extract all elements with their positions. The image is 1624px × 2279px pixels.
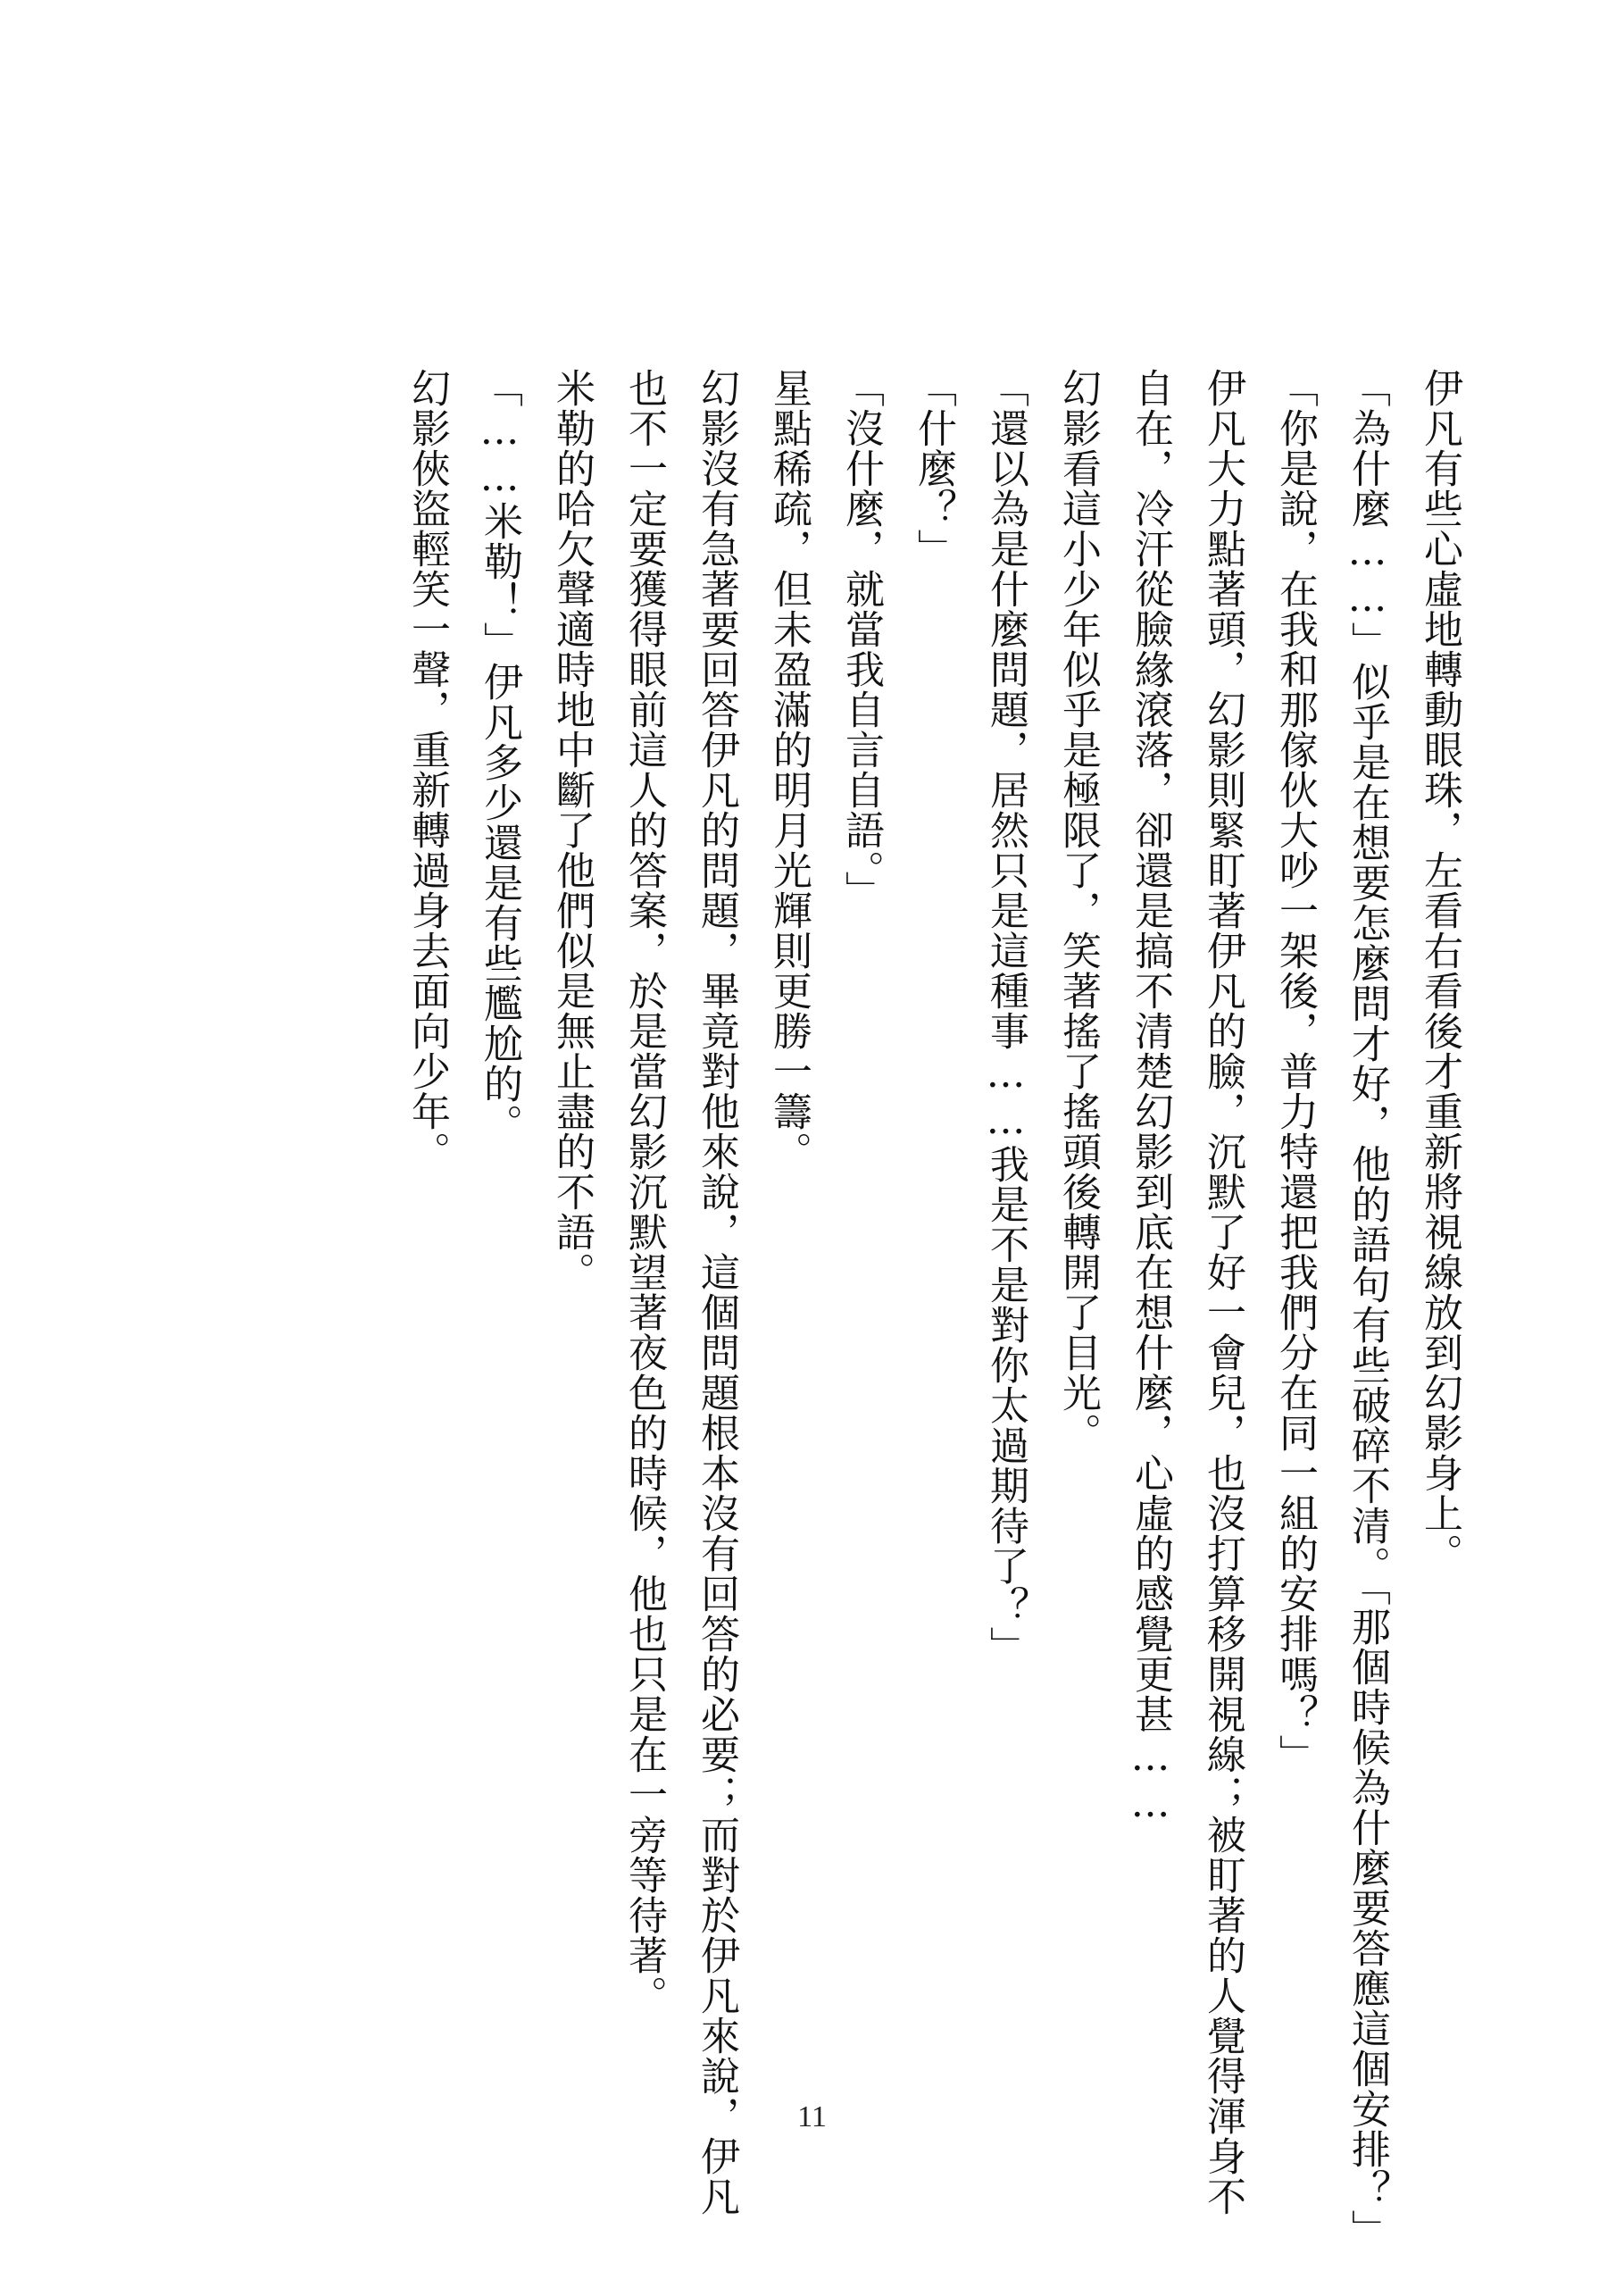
text-line-2: 「為什麼……」似乎是在想要怎麼問才好，他的語句有些破碎不清。「那個時候為什麼要答應這個安排？」	[1345, 368, 1390, 2250]
text-line-9: 「沒什麼，就當我自言自語。」	[838, 368, 884, 911]
text-line-11: 幻影沒有急著要回答伊凡的問題，畢竟對他來說，這個問題根本沒有回答的必要；而對於伊凡來說，伊凡	[694, 368, 739, 2216]
page-number: 11	[797, 2100, 827, 2133]
text-line-12: 也不一定要獲得眼前這人的答案，於是當幻影沉默望著夜色的時候，他也只是在一旁等待著。	[621, 368, 667, 2016]
text-line-6: 幻影看這小少年似乎是極限了，笑著搖了搖頭後轉開了目光。	[1055, 368, 1101, 1453]
text-line-3: 「你是說，在我和那傢伙大吵一架後，普力特還把我們分在同一組的安排嗎？」	[1272, 368, 1318, 1774]
text-line-15: 幻影俠盜輕笑一聲，重新轉過身去面向少年。	[404, 368, 450, 1172]
text-line-13: 米勒的哈欠聲適時地中斷了他們似是無止盡的不語。	[549, 368, 595, 1292]
vertical-text-body	[391, 368, 1476, 2250]
text-line-7: 「還以為是什麼問題，居然只是這種事……我是不是對你太過期待了？」	[983, 368, 1029, 1666]
text-line-10: 星點稀疏，但未盈滿的明月光輝則更勝一籌。	[766, 368, 812, 1172]
text-line-8: 「什麼？」	[911, 368, 956, 569]
text-line-1: 伊凡有些心虛地轉動眼珠，左看右看後才重新將視線放到幻影身上。	[1417, 368, 1462, 1574]
text-line-4: 伊凡大力點著頭，幻影則緊盯著伊凡的臉，沉默了好一會兒，也沒打算移開視線；被盯著的人覺得渾身不	[1200, 368, 1245, 2216]
text-line-5: 自在，冷汗從臉緣滾落，卻還是搞不清楚幻影到底在想什麼，心虛的感覺更甚……	[1128, 368, 1173, 1827]
text-line-14: 「……米勒！」伊凡多少還是有些尷尬的。	[477, 368, 522, 1144]
